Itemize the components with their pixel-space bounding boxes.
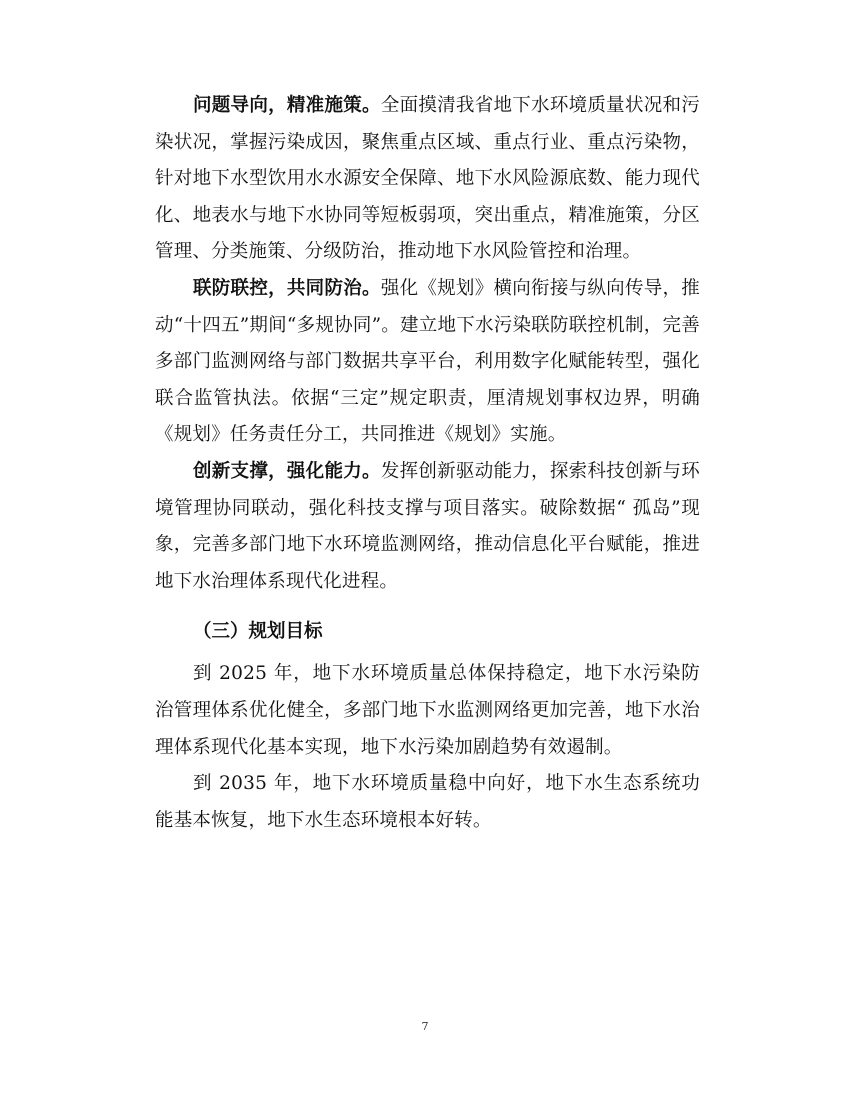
principle-paragraph-problem-oriented <box>155 88 700 271</box>
paragraph-text: 强化《规划》横向衔接与纵向传导，推动“十四五”期间“多规协同”。建立地下水污染联防联控机制，完善多部门监测网络与部门数据共享平台，利用数字化赋能转型，强化联合监管执法。依据“三定”规定职责，厘清规划事权边界，明确《规划》任务责任分工，共同推进《规划》实施。 <box>155 277 700 446</box>
paragraph-lead: 创新支撑，强化能力。 <box>193 460 381 482</box>
paragraph-lead: 联防联控，共同防治。 <box>193 277 381 299</box>
goal-paragraph-2035: 到 2035 年，地下水环境质量稳中向好，地下水生态系统功能基本恢复，地下水生态环境根本好转。 <box>155 773 700 831</box>
section-heading: （三）规划目标 <box>193 621 323 643</box>
page-number: 7 <box>421 1020 429 1033</box>
paragraph-text: 全面摸清我省地下水环境质量状况和污染状况，掌握污染成因，聚焦重点区域、重点行业、重点污染物，针对地下水型饮用水水源安全保障、地下水风险源底数、能力现代化、地表水与地下水协同等短板弱项，突出重点，精准施策，分区管理、分类施策、分级防治，推动地下水风险管控和治理。 <box>155 95 700 263</box>
paragraph-text: 发挥创新驱动能力，探索科技创新与环境管理协同联动，强化科技支撑与项目落实。破除数据“ 孤岛”现象，完善多部门地下水环境监测网络，推动信息化平台赋能，推进地下水治理体系现代化进程。 <box>155 460 700 592</box>
paragraph-lead: 问题导向，精准施策。 <box>193 95 381 116</box>
goal-paragraph-2025: 到 2025 年，地下水环境质量总体保持稳定，地下水污染防治管理体系优化健全，多部门地下水监测网络更加完善，地下水治理体系现代化基本实现，地下水污染加剧趋势有效遏制。 <box>155 663 700 758</box>
principle-paragraph-innovation <box>155 454 700 600</box>
page-content <box>155 88 700 839</box>
principle-paragraph-joint-control <box>155 271 700 454</box>
